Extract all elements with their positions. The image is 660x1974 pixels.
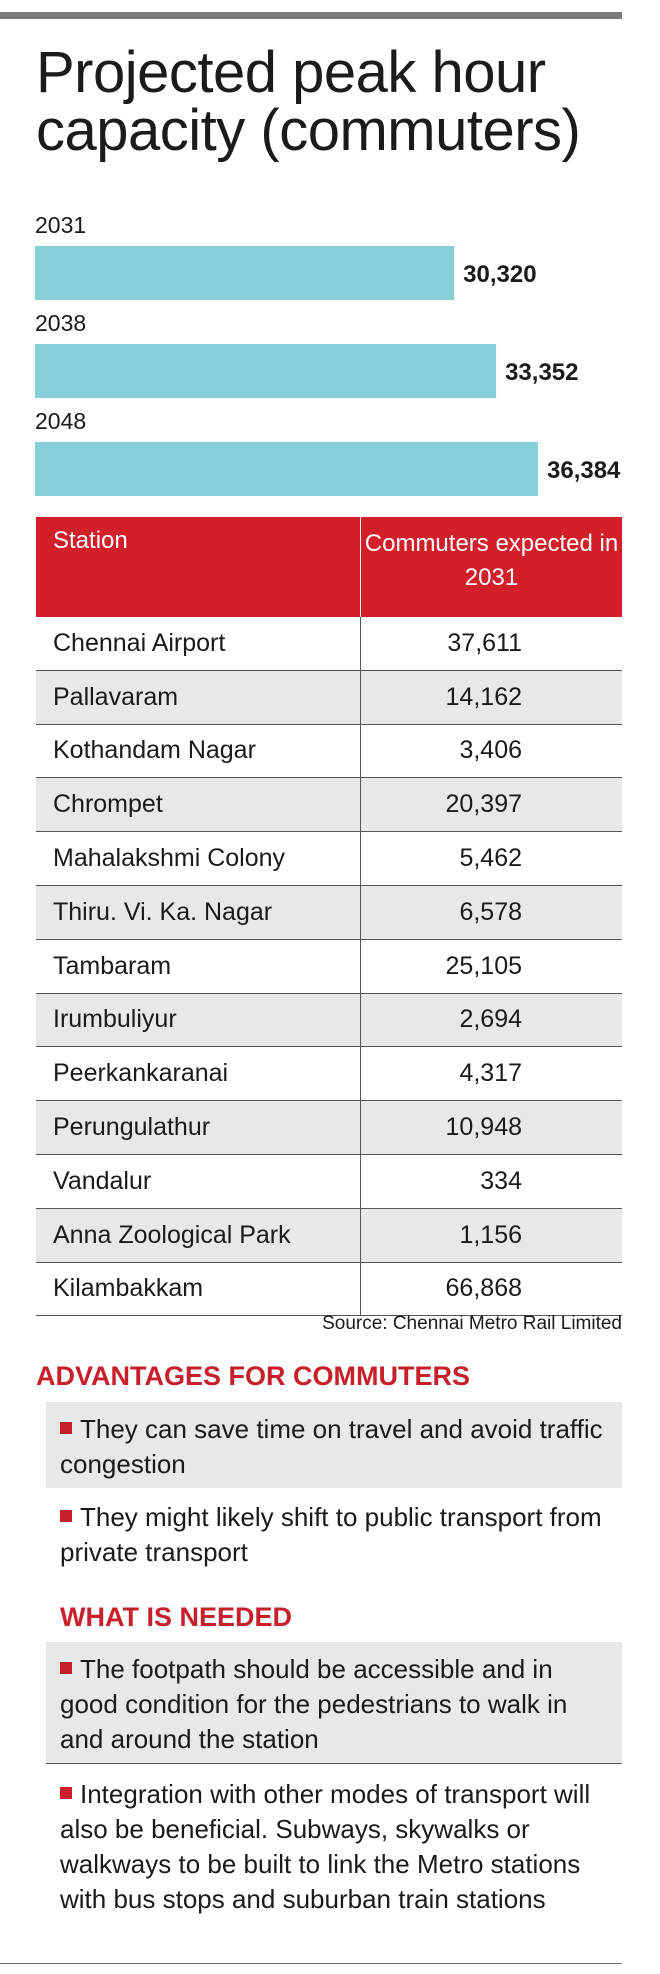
station-name: Chennai Airport [36, 617, 361, 670]
commuter-count: 37,611 [361, 617, 623, 670]
advantage-item-1 [46, 1402, 622, 1488]
header-station: Station [36, 517, 361, 617]
commuter-count: 5,462 [361, 832, 623, 886]
table-row [36, 1154, 622, 1208]
needed-text: Integration with other modes of transport will also be beneficial. Subways, skywalks or walkways to be built to link the Metro stations with bus stops and suburban train stations [60, 1779, 591, 1914]
station-name: Pallavaram [36, 670, 361, 724]
table-row [36, 939, 622, 993]
commuter-count: 334 [361, 1154, 623, 1208]
advantages-heading: ADVANTAGES FOR COMMUTERS [36, 1361, 470, 1391]
chart-title: Projected peak hour capacity (commuters) [36, 40, 581, 163]
station-name: Tambaram [36, 939, 361, 993]
table-row [36, 832, 622, 886]
bar-value-label: 30,320 [463, 261, 537, 288]
advantage-item-2 [46, 1490, 622, 1576]
commuter-count: 66,868 [361, 1262, 623, 1316]
needed-text: The footpath should be accessible and in good condition for the pedestrians to walk in and around the station [60, 1654, 568, 1754]
bottom-rule [0, 1963, 622, 1964]
advantage-text: They might likely shift to public transport from private transport [60, 1502, 602, 1567]
table-row [36, 1047, 622, 1101]
bar-2038 [35, 344, 496, 398]
bar-value-label: 36,384 [547, 457, 621, 484]
station-name: Perungulathur [36, 1101, 361, 1155]
station-name: Kilambakkam [36, 1262, 361, 1316]
table-row [36, 1101, 622, 1155]
station-name: Thiru. Vi. Ka. Nagar [36, 885, 361, 939]
commuter-count: 20,397 [361, 778, 623, 832]
bullet-icon [60, 1510, 72, 1522]
commuter-count: 6,578 [361, 885, 623, 939]
commuter-count: 25,105 [361, 939, 623, 993]
bar-value-label: 33,352 [505, 359, 579, 386]
commuter-count: 4,317 [361, 1047, 623, 1101]
station-name: Anna Zoological Park [36, 1208, 361, 1262]
table-row [36, 1262, 622, 1316]
bar-category-label: 2031 [35, 212, 87, 238]
commuter-count: 2,694 [361, 993, 623, 1047]
station-name: Vandalur [36, 1154, 361, 1208]
station-name: Peerkankaranai [36, 1047, 361, 1101]
table-row [36, 993, 622, 1047]
bullet-icon [60, 1662, 72, 1674]
needed-item-2 [46, 1767, 622, 1957]
commuter-count: 10,948 [361, 1101, 623, 1155]
bar-2031 [35, 246, 454, 300]
table-row [36, 1208, 622, 1262]
station-name: Irumbuliyur [36, 993, 361, 1047]
commuter-count: 1,156 [361, 1208, 623, 1262]
table-header-row [36, 517, 622, 617]
needed-item-1 [46, 1642, 622, 1764]
bullet-icon [60, 1787, 72, 1799]
bar-category-label: 2048 [35, 408, 87, 434]
needed-heading: WHAT IS NEEDED [60, 1602, 293, 1632]
bullet-icon [60, 1422, 72, 1434]
bar-category-label: 2038 [35, 310, 87, 336]
table-row [36, 670, 622, 724]
table-row [36, 617, 622, 670]
station-table [36, 517, 622, 1316]
table-row [36, 885, 622, 939]
station-name: Kothandam Nagar [36, 724, 361, 778]
bar-chart [0, 212, 660, 502]
top-rule [0, 12, 622, 19]
commuter-count: 3,406 [361, 724, 623, 778]
commuter-count: 14,162 [361, 670, 623, 724]
station-name: Chrompet [36, 778, 361, 832]
bar-2048 [35, 442, 538, 496]
station-name: Mahalakshmi Colony [36, 832, 361, 886]
source-note: Source: Chennai Metro Rail Limited [322, 1313, 622, 1334]
header-commuters: Commuters expected in 2031 [361, 517, 623, 617]
advantage-text: They can save time on travel and avoid traffic congestion [60, 1414, 603, 1479]
table-row [36, 778, 622, 832]
table-row [36, 724, 622, 778]
